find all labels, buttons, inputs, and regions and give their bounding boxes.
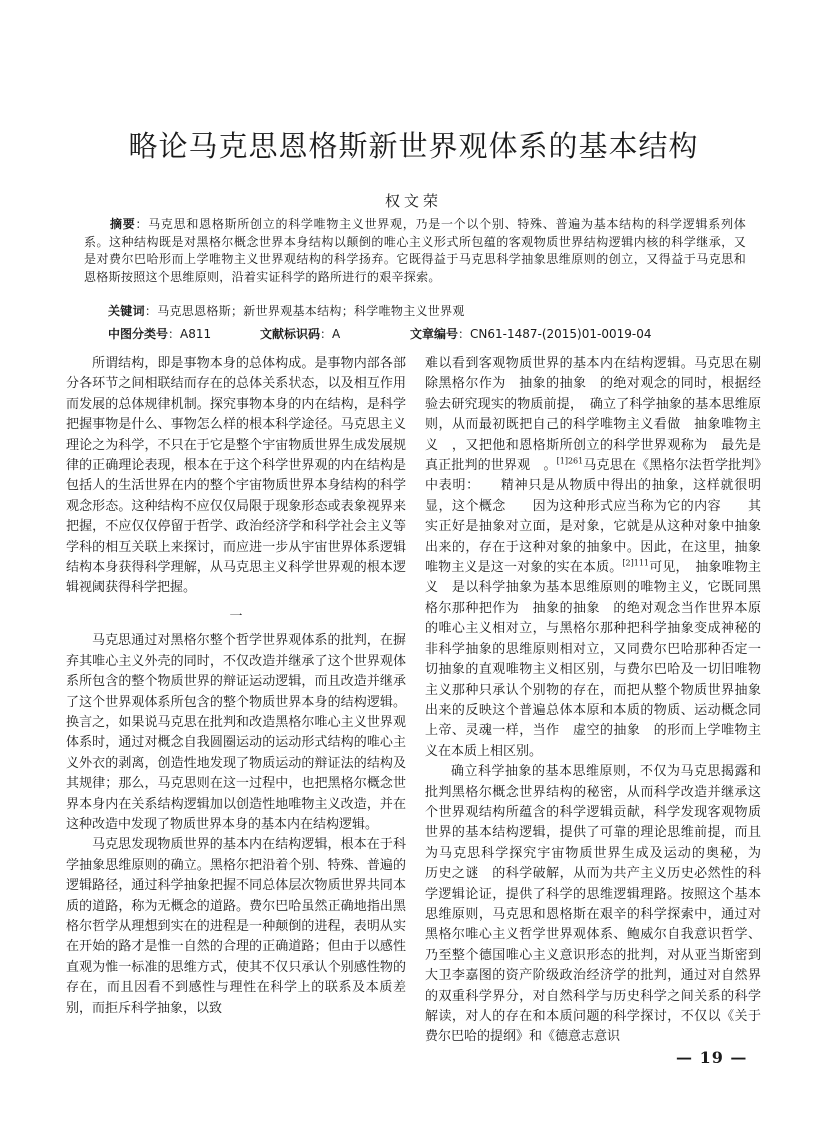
article-label: 文章编号: [410, 327, 459, 341]
body-paragraph: [425, 354, 761, 762]
abstract-label: 摘要: [110, 217, 136, 231]
abstract-paragraph: [84, 216, 746, 286]
doc-label: 文献标识码: [260, 327, 321, 341]
document-code: [260, 325, 340, 342]
body-text: 可见， 抽象唯物主义 是以科学抽象为基本思维原则的唯物主义，它既同黑格尔那种把作为 抽象的抽象 的绝对观念当作世界本原的唯心主义相对立，与黑格尔那种把科学抽象变成神秘的非科学抽象的思维原则相对立，又同费尔巴哈那种否定一切抽象的直观唯物主义相区别，与费尔巴哈及一切旧唯物主义那种只承认个别物的存在，而把从整个物质世界抽象出来的反映这个普遍总体本原和本质的物质、运动概念同上帝、灵魂一样，当作 虚空的抽象 的形而上学唯物主义在本质上相区别。: [425, 560, 761, 759]
body-paragraph: 马克思发现物质世界的基本内在结构逻辑，根本在于科学抽象思维原则的确立。黑格尔把沿着个别、特殊、普遍的逻辑路径，通过科学抽象把握不同总体层次物质世界共同本质的道路，称为无概念的道路。费尔巴哈虽然正确地指出黑格尔哲学从理想到实在的进程是一种颠倒的进程，表明从实在开始的路才是惟一自然的合理的正确道路；但由于以感性直观为惟一标准的思维方式，使其不仅只承认个别感性物的存在，而且因看不到感性与理性在科学上的联系及本质差别，而拒斥科学抽象，以致: [66, 837, 406, 1016]
body-text: 马克思在《黑格尔法哲学批判》中表明： 精神只是从物质中得出的抽象，这样就很明显，这个概念 因为这种形式应当称为它的内容 其实正好是抽象对立面，是对象，它就是从这种对象中抽象出来的，存在于这种对象的抽象中。因此，在这里，抽象唯物主义是这一对象的实在本质。: [425, 458, 761, 576]
page-number: — 19 —: [676, 1048, 748, 1067]
right-column: [425, 354, 775, 1048]
body-paragraph: 马克思通过对黑格尔整个哲学世界观体系的批判，在摒弃其唯心主义外壳的同时，不仅改造并继承了这个世界观体系所包含的整个物质世界的辩证运动逻辑，而且改造并继承了这个世界观体系所包含的整个物质世界本身的结构逻辑。换言之，如果说马克思在批判和改造黑格尔唯心主义世界观体系时，通过对概念自我圆圈运动的运动形式结构的唯心主义外衣的剥离，创造性地发现了物质运动的辩证法的结构及其规律；那么，马克思则在这一过程中，也把黑格尔概念世界本身内在关系结构逻辑加以创造性地唯物主义改造，并在这种改造中发现了物质世界本身的基本内在结构逻辑。: [66, 633, 406, 832]
abstract-block: [84, 216, 746, 286]
citation: [1]261: [556, 456, 584, 466]
keywords-line: [108, 302, 465, 319]
clc-label: 中图分类号: [108, 327, 169, 341]
doc-value: ：A: [320, 327, 341, 341]
body-paragraph: 确立科学抽象的基本思维原则，不仅为马克思揭露和批判黑格尔概念世界结构的秘密，从而科学改造并继承这个世界观结构所蕴含的科学逻辑贡献，科学发现客观物质世界的基本结构逻辑，提供了可靠的理论思维前提，而且为马克思科学探究宇宙物质世界生成及运动的奥秘，为 历史之谜 的科学破解，从而为共产主义历史必然性的科学逻辑论证，提供了科学的思维逻辑理路。按照这个基本思维原则，马克思和恩格斯在艰辛的科学探索中，通过对黑格尔唯心主义哲学世界观体系、鲍威尔自我意识哲学、乃至整个德国唯心主义意识形态的批判，对从亚当斯密到大卫李嘉图的资产阶级政治经济学的批判，通过对自然界的双重科学界分，对自然科学与历史科学之间关系的科学解读，对人的存在和本质问题的科学探讨，不仅以《关于费尔巴哈的提纲》和《德意志意识: [425, 764, 775, 1045]
abstract-text: ：马克思和恩格斯所创立的科学唯物主义世界观，乃是一个以个别、特殊、普遍为基本结构的科学逻辑系列体系。这种结构既是对黑格尔概念世界本身结构以颠倒的唯心主义形式所包蕴的客观物质世界结构逻辑内核的科学继承，又是对费尔巴哈形而上学唯物主义世界观结构的科学扬弃。它既得益于马克思科学抽象思维原则的创立，又得益于马克思和恩格斯按照这个思维原则，沿着实证科学的路所进行的艰辛探索。: [84, 217, 747, 284]
article-number: [410, 325, 651, 342]
body-text: 难以看到客观物质世界的基本内在结构逻辑。马克思在剔除黑格尔作为 抽象的抽象 的绝对观念的同时，根据经验去研究现实的物质前提， 确立了科学抽象的基本思维原则，从而最初既把自己的科学唯物主义看做 抽象唯物主义 ，又把他和恩格斯所创立的科学世界观称为 最先是真正批判的世界观 。: [425, 356, 761, 474]
article-title: 略论马克思恩格斯新世界观体系的基本结构: [128, 129, 699, 163]
keywords-label: 关键词: [108, 304, 145, 318]
author-name: 权文荣: [384, 192, 442, 210]
left-column: [66, 354, 406, 1019]
clc-number: [108, 325, 211, 342]
body-paragraph: 所谓结构，即是事物本身的总体构成。是事物内部各部分各环节之间相联结而存在的总体关系状态，以及相互作用而发展的总体规律机制。探究事物本身的内在结构，是科学把握事物是什么、事物怎么样的根本科学途径。马克思主义理论之为科学，不只在于它是整个宇宙物质世界生成发展规律的正确理论表现，根本在于这个科学世界观的内在结构是包括人的生活世界在内的整个宇宙物质世界本身结构的科学观念形态。这种结构不应仅仅局限于现象形态或表象视界来把握，不应仅仅停留于哲学、政治经济学和科学社会主义等学科的相互关联上来探讨，而应进一步从宇宙世界体系逻辑结构本身获得科学理解，从马克思主义科学世界观的根本逻辑视阈获得科学把握。: [66, 356, 406, 596]
citation: [2]111: [622, 558, 650, 568]
clc-value: ：A811: [168, 327, 212, 341]
article-value: ：CN61-1487-(2015)01-0019-04: [458, 327, 652, 341]
keywords-text: ：马克思恩格斯；新世界观基本结构；科学唯物主义世界观: [144, 304, 465, 318]
section-heading: 一: [229, 608, 243, 624]
